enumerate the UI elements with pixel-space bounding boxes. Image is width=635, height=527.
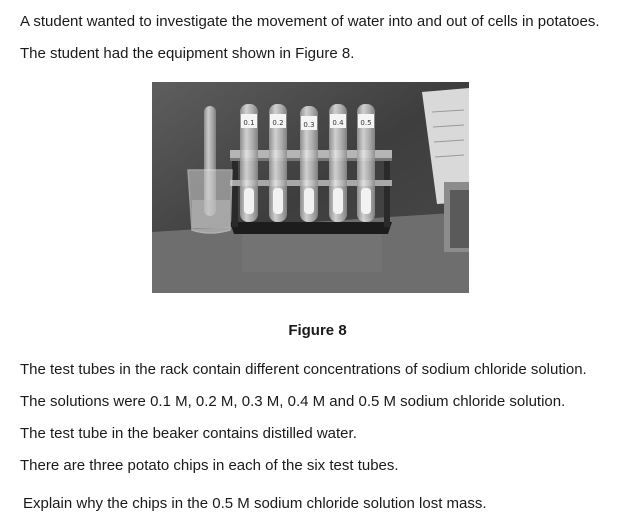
figure-8-photo — [152, 82, 469, 293]
paragraph-4: There are three potato chips in each of the six test tubes. — [20, 457, 399, 474]
paragraph-1: The test tubes in the rack contain different concentrations of sodium chloride solution. — [20, 361, 587, 378]
figure-caption: Figure 8 — [288, 322, 347, 339]
tube-label-1: 0.1 — [243, 119, 255, 127]
tube-label-4: 0.4 — [332, 119, 344, 127]
paragraph-3: The test tube in the beaker contains distilled water. — [20, 425, 357, 442]
intro-line-1: A student wanted to investigate the movement of water into and out of cells in potatoes. — [20, 13, 600, 30]
question-text: Explain why the chips in the 0.5 M sodium chloride solution lost mass. — [23, 495, 487, 512]
paragraph-2: The solutions were 0.1 M, 0.2 M, 0.3 M, 0.4 M and 0.5 M sodium chloride solution. — [20, 393, 566, 410]
tube-label-5: 0.5 — [360, 119, 372, 127]
intro-line-2: The student had the equipment shown in Figure 8. — [20, 45, 355, 62]
tube-label-2: 0.2 — [272, 119, 284, 127]
tube-label-3: 0.3 — [303, 121, 315, 129]
